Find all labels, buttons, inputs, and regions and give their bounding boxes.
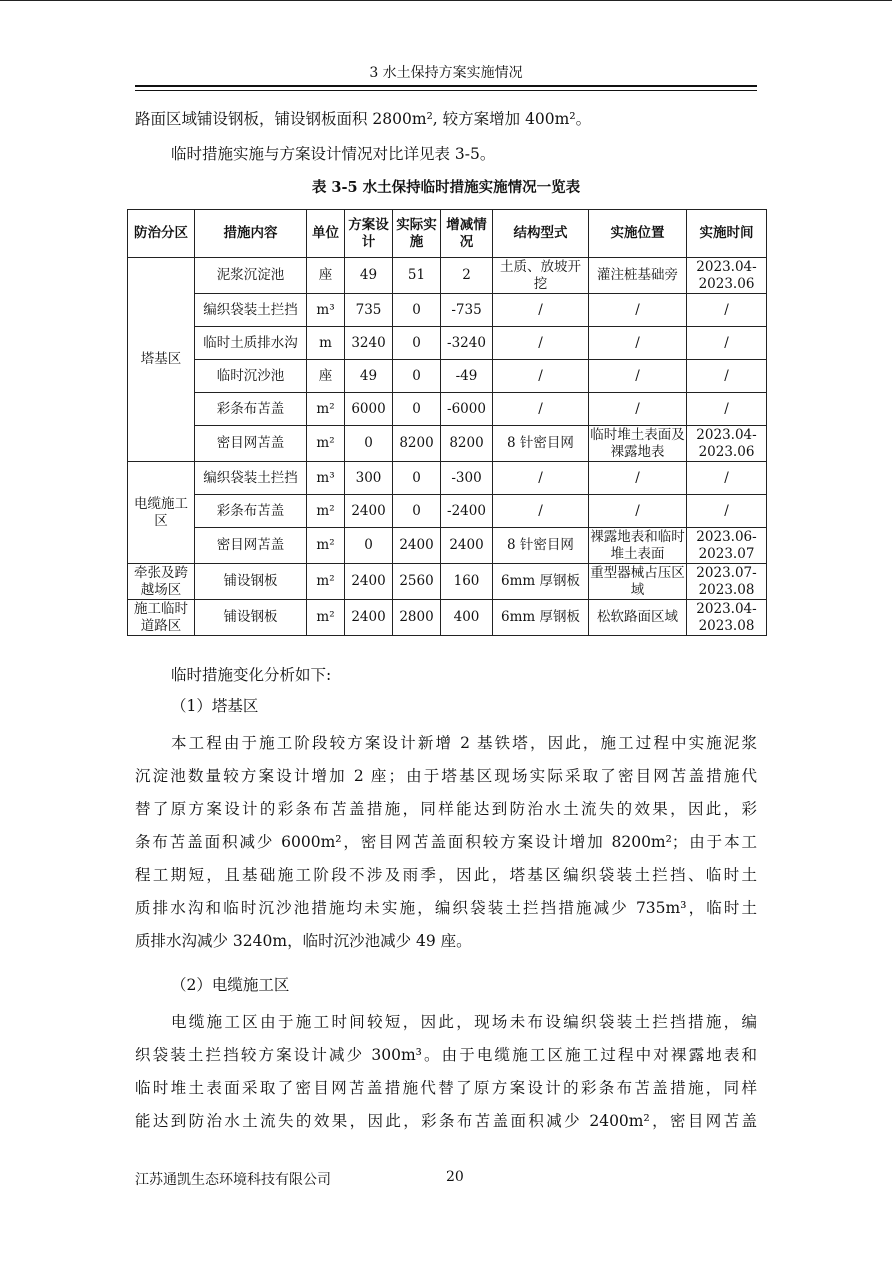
table-cell: 0 [393, 462, 441, 495]
table-cell: -6000 [441, 393, 493, 426]
header-rule-thin [135, 90, 757, 91]
table-cell: 重型器械占压区域 [590, 564, 685, 598]
intro-line-1: 路面区域铺设钢板，铺设钢板面积 2800m², 较方案增加 400m²。 [135, 110, 592, 128]
table-cell: / [687, 462, 767, 495]
table-cell: 2560 [393, 564, 441, 600]
table-header-cell: 方案设计 [345, 210, 393, 258]
table-cell: 8 针密目网 [493, 426, 589, 462]
table-cell: 400 [441, 600, 493, 636]
paragraph-line: 织袋装土拦挡较方案设计减少 300m³。由于电缆施工区施工过程中对裸露地表和 [135, 1046, 757, 1064]
analysis-intro-text: 临时措施变化分析如下: [171, 666, 332, 684]
table-header-cell: 实施位置 [589, 210, 687, 258]
table-cell: / [493, 327, 589, 360]
table-cell: 临时土质排水沟 [195, 327, 307, 360]
table-cell: / [589, 393, 687, 426]
table-cell: m² [307, 495, 345, 528]
paragraph-line: 本工程由于施工阶段较方案设计新增 2 基铁塔，因此，施工过程中实施泥浆 [171, 734, 757, 752]
table-cell: 3240 [345, 327, 393, 360]
table-cell: 2400 [393, 528, 441, 564]
footer-page-number: 20 [446, 1169, 464, 1185]
table-cell: 2023.07-2023.08 [687, 564, 767, 600]
table-cell: 2400 [345, 495, 393, 528]
paragraph-line: 程工期短，且基础施工阶段不涉及雨季，因此，塔基区编织袋装土拦挡、临时土 [135, 866, 757, 884]
table-caption: 表 3-5 水土保持临时措施实施情况一览表 [311, 179, 581, 196]
table-row [128, 258, 767, 294]
table-cell: 临时堆土表面及裸露地表 [590, 426, 685, 460]
zone-cell: 塔基区 [128, 258, 195, 462]
table-cell: m² [307, 528, 345, 564]
table-row [128, 462, 767, 495]
header-rule-thick [135, 85, 757, 87]
table-cell: 8200 [393, 426, 441, 462]
table-cell: 0 [393, 294, 441, 327]
table-cell: m³ [307, 294, 345, 327]
table-cell: 铺设钢板 [195, 564, 307, 600]
table-row [128, 327, 767, 360]
section-2-title-text: （2）电缆施工区 [171, 976, 290, 994]
measures-table [127, 209, 767, 636]
table-cell: 泥浆沉淀池 [195, 258, 307, 294]
page-top-edge [0, 0, 892, 1]
table-cell: 6mm 厚钢板 [493, 564, 589, 600]
table-row [128, 564, 767, 600]
table-header-cell: 实施时间 [687, 210, 767, 258]
table-cell: 铺设钢板 [195, 600, 307, 636]
table-cell: / [589, 462, 687, 495]
table-row [128, 495, 767, 528]
table-cell: -2400 [441, 495, 493, 528]
table-cell: / [589, 360, 687, 393]
table-header-cell: 增减情况 [441, 210, 493, 258]
zone-cell: 电缆施工区 [128, 462, 195, 564]
table-cell: m [307, 327, 345, 360]
table-cell: 49 [345, 360, 393, 393]
table-cell: 土质、放坡开挖 [493, 258, 589, 294]
paragraph-line: 条布苫盖面积减少 6000m²，密目网苫盖面积较方案设计增加 8200m²；由于本工 [135, 833, 757, 851]
table-cell: -3240 [441, 327, 493, 360]
zone-cell: 施工临时道路区 [128, 600, 195, 636]
table-cell: 2023.04-2023.08 [687, 600, 767, 636]
table-cell: 51 [393, 258, 441, 294]
table-cell: m² [307, 393, 345, 426]
page-header: 3 水土保持方案实施情况 [369, 65, 523, 81]
table-cell: -735 [441, 294, 493, 327]
paragraph-line: 质排水沟减少 3240m，临时沉沙池减少 49 座。 [135, 932, 472, 950]
analysis-intro [135, 659, 757, 692]
table-cell: 49 [345, 258, 393, 294]
table-cell: 6mm 厚钢板 [493, 600, 589, 636]
intro-paragraph [135, 103, 757, 136]
table-cell: / [493, 294, 589, 327]
table-header-cell: 实际实施 [393, 210, 441, 258]
table-cell: 8 针密目网 [493, 528, 589, 564]
table-cell: 2023.04-2023.06 [687, 258, 767, 294]
section-2-body [135, 1006, 757, 1138]
table-cell: / [687, 393, 767, 426]
table-cell: m² [307, 600, 345, 636]
paragraph-line: 质排水沟和临时沉沙池措施均未实施，编织袋装土拦挡措施减少 735m³，临时土 [135, 899, 757, 917]
table-cell: 编织袋装土拦挡 [195, 294, 307, 327]
table-cell: 735 [345, 294, 393, 327]
table-cell: 160 [441, 564, 493, 600]
table-cell: 编织袋装土拦挡 [195, 462, 307, 495]
table-cell: 0 [393, 393, 441, 426]
section-2-title [135, 969, 757, 1002]
table-row [128, 360, 767, 393]
table-cell: / [589, 327, 687, 360]
table-cell: 座 [307, 360, 345, 393]
table-cell: 6000 [345, 393, 393, 426]
table-cell: / [687, 327, 767, 360]
table-row [128, 294, 767, 327]
paragraph-line: 临时堆土表面采取了密目网苫盖措施代替了原方案设计的彩条布苫盖措施，同样 [135, 1079, 757, 1097]
table-cell: 0 [345, 426, 393, 462]
section-1-body [135, 727, 757, 958]
table-cell: 2400 [345, 564, 393, 600]
paragraph-line: 沉淀池数量较方案设计增加 2 座；由于塔基区现场实际采取了密目网苫盖措施代 [135, 767, 757, 785]
table-cell: 2023.06-2023.07 [687, 528, 767, 564]
table-cell: / [493, 360, 589, 393]
table-cell: 300 [345, 462, 393, 495]
table-cell: / [589, 294, 687, 327]
table-cell: / [589, 495, 687, 528]
table-cell: 彩条布苫盖 [195, 495, 307, 528]
table-cell: 裸露地表和临时堆土表面 [590, 528, 685, 562]
table-cell: / [687, 360, 767, 393]
table-header-cell: 措施内容 [195, 210, 307, 258]
table-cell: 灌注桩基础旁 [589, 258, 687, 294]
section-1-title-text: （1）塔基区 [171, 697, 259, 715]
table-row [128, 528, 767, 564]
table-cell: / [687, 495, 767, 528]
table-header-cell: 防治分区 [128, 210, 195, 258]
table-body [128, 258, 767, 636]
table-cell: 密目网苫盖 [195, 528, 307, 564]
table-cell: -49 [441, 360, 493, 393]
table-cell: 临时沉沙池 [195, 360, 307, 393]
table-cell: 0 [393, 495, 441, 528]
table-row [128, 600, 767, 636]
intro-paragraph-2 [135, 138, 757, 171]
table-row [128, 426, 767, 462]
table-cell: 2 [441, 258, 493, 294]
table-cell: 座 [307, 258, 345, 294]
table-cell: 2800 [393, 600, 441, 636]
table-row [128, 393, 767, 426]
table-header-row [128, 210, 767, 258]
table-cell: 松软路面区域 [589, 600, 687, 636]
table-header-cell: 结构型式 [493, 210, 589, 258]
table-cell: 2400 [441, 528, 493, 564]
paragraph-line: 替了原方案设计的彩条布苫盖措施，同样能达到防治水土流失的效果，因此，彩 [135, 800, 757, 818]
table-cell: -300 [441, 462, 493, 495]
table-cell: 2023.04-2023.06 [687, 426, 767, 462]
footer-company: 江苏通凯生态环境科技有限公司 [135, 1172, 331, 1188]
table-cell: m² [307, 564, 345, 600]
table-cell: / [687, 294, 767, 327]
intro-line-2: 临时措施实施与方案设计情况对比详见表 3-5。 [171, 145, 496, 163]
table-cell: m³ [307, 462, 345, 495]
table-cell: 0 [345, 528, 393, 564]
section-1-title [135, 690, 757, 723]
table-cell: 2400 [345, 600, 393, 636]
paragraph-line: 电缆施工区由于施工时间较短，因此，现场未布设编织袋装土拦挡措施，编 [171, 1013, 757, 1031]
table-cell: / [493, 495, 589, 528]
table-cell: / [493, 393, 589, 426]
table-header-cell: 单位 [307, 210, 345, 258]
table-cell: 0 [393, 360, 441, 393]
table-cell: 0 [393, 327, 441, 360]
zone-cell: 牵张及跨越场区 [128, 564, 195, 600]
table-cell: 密目网苫盖 [195, 426, 307, 462]
table-cell: / [493, 462, 589, 495]
table-cell: 8200 [441, 426, 493, 462]
table-cell: m² [307, 426, 345, 462]
paragraph-line: 能达到防治水土流失的效果，因此，彩条布苫盖面积减少 2400m²，密目网苫盖 [135, 1112, 757, 1130]
table-cell: 彩条布苫盖 [195, 393, 307, 426]
